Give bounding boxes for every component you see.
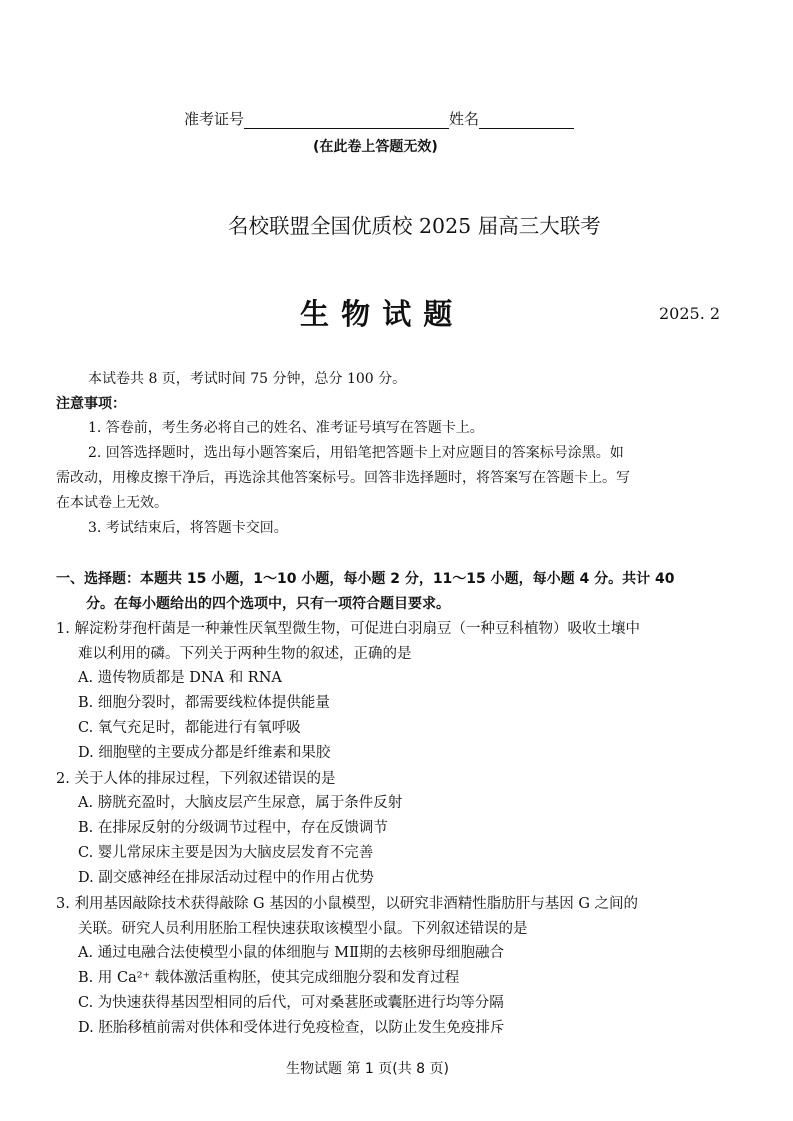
question-option: B. 在排尿反射的分级调节过程中，存在反馈调节 <box>78 820 388 836</box>
question-option: D. 细胞壁的主要成分都是纤维素和果胶 <box>78 745 331 761</box>
question-stem: 2. 关于人体的排尿过程，下列叙述错误的是 <box>56 771 336 787</box>
question-stem: 1. 解淀粉芽孢杆菌是一种兼性厌氧型微生物，可促进白羽扇豆（一种豆科植物）吸收土壤中 <box>56 621 640 637</box>
intro-text: 本试卷共 8 页，考试时间 75 分钟，总分 100 分。 <box>88 371 407 387</box>
note-item: 1. 答卷前，考生务必将自己的姓名、准考证号填写在答题卡上。 <box>88 420 484 436</box>
question-option: D. 胚胎移植前需对供体和受体进行免疫检查，以防止发生免疫排斥 <box>78 1020 505 1036</box>
exam-id-label: 准考证号 <box>184 110 245 128</box>
page-footer: 生物试题 第 1 页(共 8 页) <box>286 1061 449 1077</box>
question-option: A. 膀胱充盈时，大脑皮层产生尿意，属于条件反射 <box>78 795 403 811</box>
question-option: C. 为快速获得基因型相同的后代，可对桑葚胚或囊胚进行均等分隔 <box>78 995 504 1011</box>
section-heading-cont: 分。在每小题给出的四个选项中，只有一项符合题目要求。 <box>86 596 450 612</box>
section-heading: 一、选择题：本题共 15 小题，1～10 小题，每小题 2 分，11～15 小题，每小题 4 分。共计 40 <box>56 571 675 587</box>
question-option: C. 氧气充足时，都能进行有氧呼吸 <box>78 720 301 736</box>
exam-id-blank <box>244 114 449 129</box>
question-option: A. 遗传物质都是 DNA 和 RNA <box>78 670 282 686</box>
note-item: 需改动，用橡皮擦干净后，再选涂其他答案标号。回答非选择题时，将答案写在答题卡上。写 <box>56 470 630 486</box>
exam-date: 2025. 2 <box>659 304 721 323</box>
notes-heading: 注意事项： <box>56 396 126 412</box>
question-option: C. 婴儿常尿床主要是因为大脑皮层发育不完善 <box>78 845 374 861</box>
question-option: B. 细胞分裂时，都需要线粒体提供能量 <box>78 695 330 711</box>
question-option: D. 副交感神经在排尿活动过程中的作用占优势 <box>78 870 374 886</box>
question-option: B. 用 Ca²⁺ 载体激活重构胚，使其完成细胞分裂和发育过程 <box>78 970 460 986</box>
question-stem-cont: 关联。研究人员利用胚胎工程快速获取该模型小鼠。下列叙述错误的是 <box>78 921 528 937</box>
question-stem: 3. 利用基因敲除技术获得敲除 G 基因的小鼠模型，以研究非酒精性脂肪肝与基因 G 之间的 <box>56 896 639 912</box>
exam-org-title: 名校联盟全国优质校 2025 届高三大联考 <box>228 214 601 238</box>
note-item: 在本试卷上无效。 <box>56 495 168 511</box>
note-item: 3. 考试结束后，将答题卡交回。 <box>88 520 288 536</box>
name-blank <box>479 114 574 129</box>
invalid-note: (在此卷上答题无效) <box>313 139 438 155</box>
question-option: A. 通过电融合法使模型小鼠的体细胞与 MⅡ期的去核卵母细胞融合 <box>78 945 504 961</box>
note-item: 2. 回答选择题时，选出每小题答案后，用铅笔把答题卡上对应题目的答案标号涂黑。如 <box>88 445 624 461</box>
candidate-info-row <box>184 108 574 129</box>
name-label: 姓名 <box>449 110 480 128</box>
subject-title: 生 物 试 题 <box>300 297 454 331</box>
question-stem-cont: 难以利用的磷。下列关于两种生物的叙述，正确的是 <box>78 646 412 662</box>
